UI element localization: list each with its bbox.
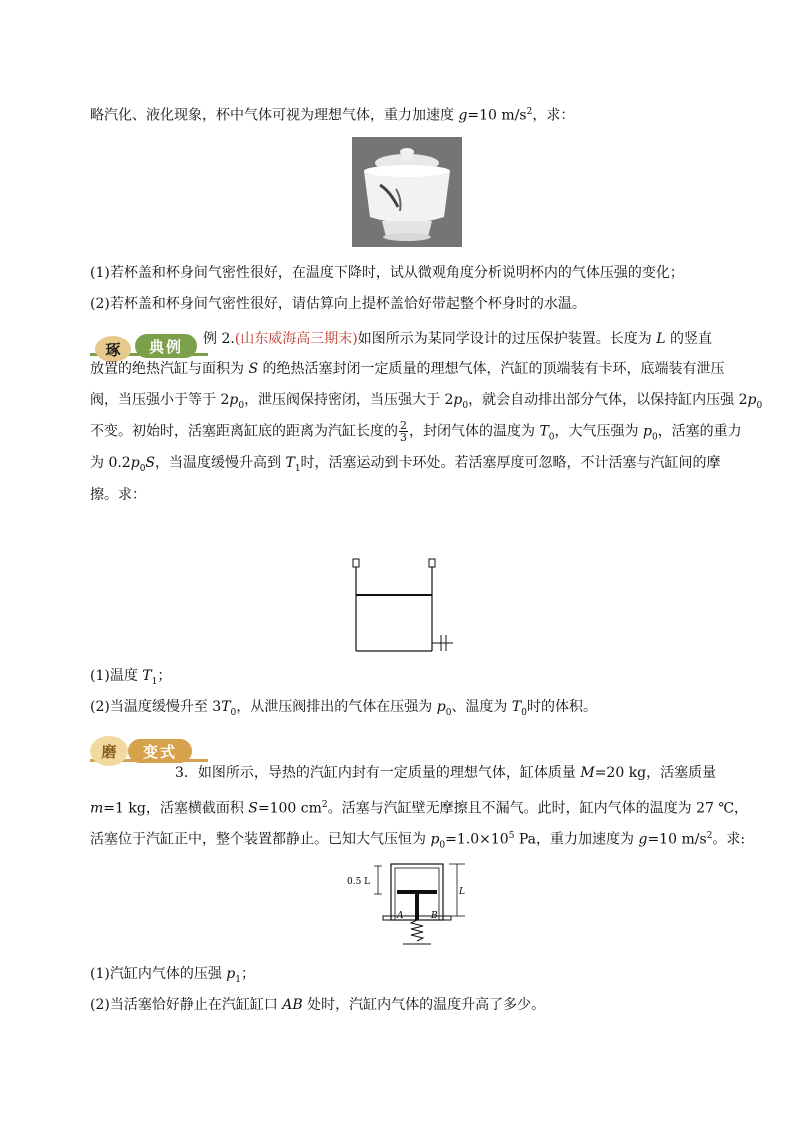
example-part-1 — [90, 665, 730, 693]
example-text: ，活塞的重力 — [657, 423, 742, 440]
example-text: (2)当温度缓慢升至 3 — [90, 699, 222, 715]
variant-text: =20 kg，活塞质量 — [594, 765, 717, 781]
var-g: g — [638, 831, 648, 848]
example-text: 时的体积。 — [526, 699, 597, 715]
sub-0: 0 — [445, 707, 452, 718]
variant-tag: 变式 — [128, 739, 192, 763]
fraction-den: 3 — [400, 431, 407, 444]
question-part-2: (2)若杯盖和杯身间气密性很好，请估算向上提杯盖恰好带起整个杯身时的水温。 — [90, 296, 586, 312]
var-p: p — [642, 423, 652, 440]
var-p: p — [453, 392, 463, 408]
sub-0: 0 — [548, 432, 555, 443]
sub-0: 0 — [521, 707, 527, 718]
label-half-L: 0.5 L — [347, 877, 371, 887]
example-tag: 典例 — [135, 334, 197, 358]
example-source: (山东威海高三期末) — [234, 331, 358, 347]
var-p: p — [229, 392, 239, 408]
variant-text: =1.0×10 — [445, 831, 509, 848]
fraction-num: 2 — [400, 419, 407, 432]
example-text: 为 0.2 — [90, 455, 131, 471]
teacup-photo — [352, 137, 462, 247]
variant-text: (2)当活塞恰好静止在汽缸缸口 — [90, 997, 283, 1013]
intro-text-c: ，求： — [532, 107, 575, 124]
variant-text: 。活塞与汽缸壁无摩擦且不漏气。此时，缸内气体的温度为 27 ℃， — [327, 800, 748, 817]
intro-text-b: =10 m/s — [467, 107, 527, 124]
sub-0: 0 — [139, 463, 146, 474]
intro-exp: 2 — [526, 107, 533, 117]
sub-0: 0 — [230, 707, 237, 718]
variant-text: =10 m/s — [647, 831, 707, 848]
example-line-2 — [90, 358, 730, 380]
var-AB: AB — [282, 997, 303, 1013]
var-M: M — [580, 765, 595, 781]
example-text: (1)温度 — [90, 668, 143, 684]
var-p: p — [226, 966, 236, 982]
intro-line — [90, 101, 730, 127]
var-T: T — [285, 455, 295, 471]
variant-text: 处时，汽缸内气体的温度升高了多少。 — [302, 997, 546, 1013]
example-line-3 — [90, 389, 763, 417]
variant-seal-icon: 磨 — [90, 736, 128, 766]
example-text: 如图所示为某同学设计的过压保护装置。长度为 — [357, 331, 657, 347]
sub-0: 0 — [238, 400, 245, 411]
variant-line-3 — [90, 825, 746, 856]
example-text: ，泄压阀保持密闭，当压强大于 2 — [244, 392, 454, 408]
example-text: 、温度为 — [451, 699, 512, 715]
var-S: S — [145, 455, 156, 471]
example-text: 时，活塞运动到卡环处。若活塞厚度可忽略，不计活塞与汽缸间的摩 — [300, 455, 721, 471]
question-part-1: (1)若杯盖和杯身间气密性很好，在温度下降时，试从微观角度分析说明杯内的气体压强的变化； — [90, 265, 684, 281]
sub-1: 1 — [235, 974, 241, 985]
spring-cylinder-diagram — [345, 860, 470, 950]
var-p: p — [747, 392, 757, 408]
sub-0: 0 — [439, 840, 446, 851]
var-S: S — [248, 361, 259, 377]
example-text: ，当温度缓慢升高到 — [155, 455, 286, 471]
exp-2: 2 — [321, 800, 328, 810]
var-T: T — [539, 423, 549, 440]
example-text: 不变。初始时，活塞距离缸底的距离为汽缸长度的 — [90, 423, 398, 440]
label-L: L — [459, 887, 465, 897]
variant-line-1 — [175, 762, 735, 784]
variant-text: 活塞位于汽缸正中，整个装置都静止。已知大气压恒为 — [90, 831, 431, 848]
variant-text: 3．如图所示，导热的汽缸内封有一定质量的理想气体，缸体质量 — [175, 765, 581, 781]
var-S: S — [248, 800, 258, 817]
variant-line-2 — [90, 794, 748, 820]
var-p: p — [130, 455, 140, 471]
exp-2: 2 — [706, 831, 713, 841]
example-text: ； — [157, 668, 172, 684]
example-label: 例 2. — [203, 331, 235, 347]
example-line-1 — [203, 328, 733, 350]
var-m: m — [90, 800, 104, 817]
example-text: ，大气压强为 — [554, 423, 643, 440]
sub-0: 0 — [462, 400, 469, 411]
example-text: 的竖直 — [665, 331, 712, 347]
var-L: L — [656, 331, 666, 347]
exp-5: 5 — [508, 831, 515, 841]
variant-part-1 — [90, 963, 730, 991]
var-T: T — [511, 699, 522, 715]
example-text: ，就会自动排出部分气体，以保持缸内压强 2 — [468, 392, 748, 408]
example-line-6: 擦。求： — [90, 487, 146, 503]
sub-1: 1 — [294, 463, 301, 474]
sub-0: 0 — [651, 432, 658, 443]
label-A: A — [397, 911, 404, 921]
variant-text: =1 kg，活塞横截面积 — [103, 800, 249, 817]
variant-text: (1)汽缸内气体的压强 — [90, 966, 227, 982]
var-p: p — [436, 699, 446, 715]
example-text: 放置的绝热汽缸与面积为 — [90, 361, 249, 377]
pressure-relief-cylinder-diagram — [345, 555, 460, 655]
var-T: T — [221, 699, 231, 715]
label-B: B — [431, 911, 438, 921]
g-symbol: g — [458, 107, 468, 124]
sub-1: 1 — [151, 676, 158, 687]
example-text: ，从泄压阀排出的气体在压强为 — [236, 699, 437, 715]
example-text: ，封闭气体的温度为 — [409, 423, 540, 440]
variant-part-2 — [90, 994, 730, 1016]
var-T: T — [142, 668, 152, 684]
variant-text: =100 cm — [257, 800, 322, 817]
variant-text: ； — [240, 966, 255, 982]
sub-0: 0 — [756, 400, 763, 411]
variant-text: Pa，重力加速度为 — [514, 831, 639, 848]
fraction-two-thirds — [399, 420, 408, 443]
example-text: 阀，当压强小于等于 2 — [90, 392, 230, 408]
variant-text: 。求: — [712, 831, 746, 848]
example-line-4 — [90, 419, 742, 448]
example-text: 的绝热活塞封闭一定质量的理想气体，汽缸的顶端装有卡环，底端装有泄压 — [258, 361, 725, 377]
example-line-5 — [90, 452, 730, 480]
var-p: p — [430, 831, 440, 848]
example-seal-icon: 琢 — [95, 336, 131, 362]
example-part-2 — [90, 696, 730, 724]
intro-text: 略汽化、液化现象，杯中气体可视为理想气体，重力加速度 — [90, 107, 459, 124]
